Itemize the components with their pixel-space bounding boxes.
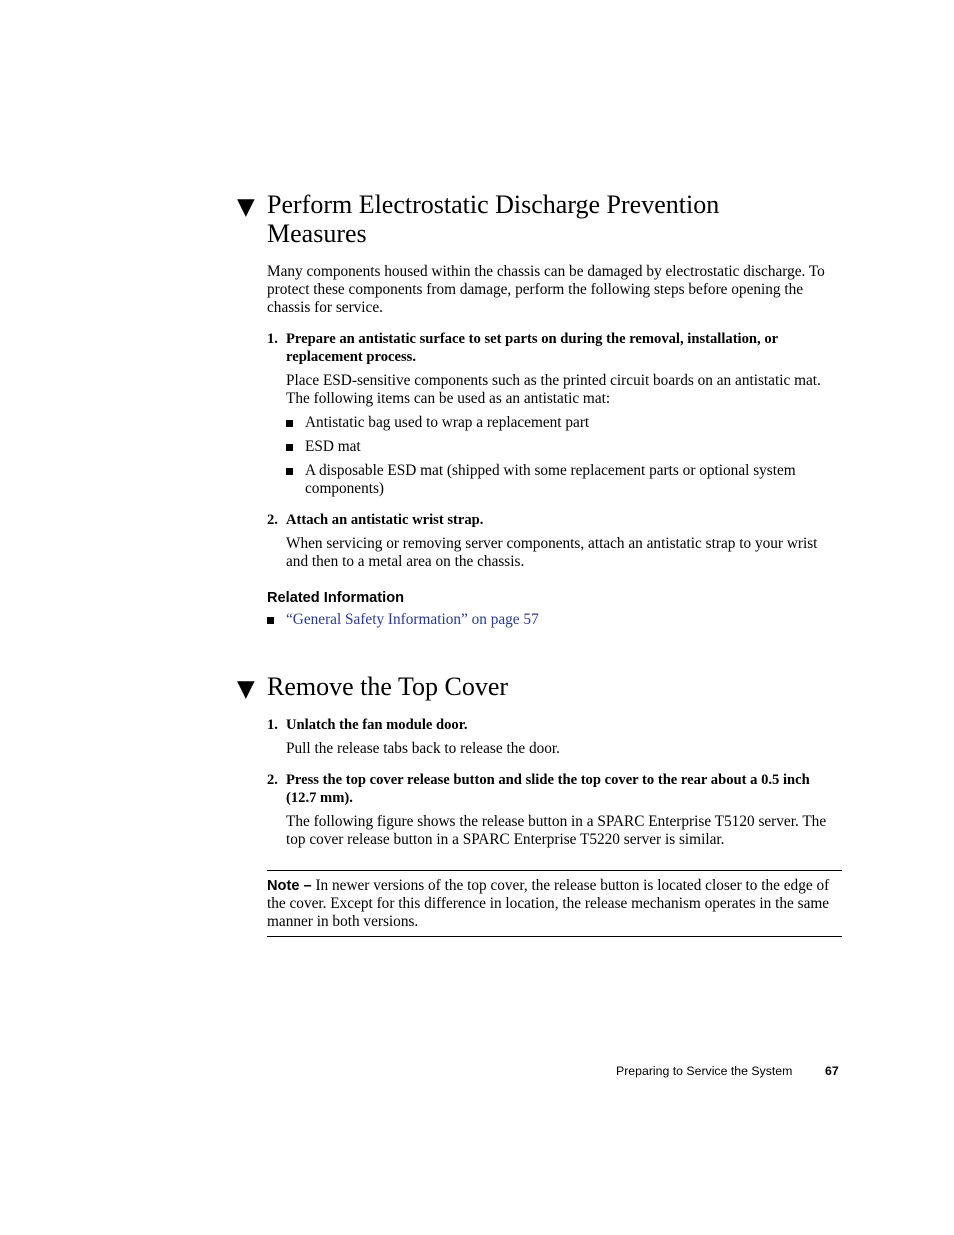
section-title: Remove the Top Cover: [267, 672, 509, 701]
bullet-square-icon: [267, 617, 274, 624]
footer-section-title: Preparing to Service the System: [616, 1064, 793, 1078]
related-link-item: [267, 611, 842, 629]
step-1-body: Place ESD-sensitive components such as the printed circuit boards on an antistatic mat. The following items can be used as an antistatic mat:: [286, 372, 821, 407]
page-number: 67: [825, 1064, 839, 1078]
step-1-title: [267, 716, 842, 734]
bullet-square-icon: [286, 468, 293, 475]
step-text: Prepare an antistatic surface to set parts on during the removal, installation, or replacement process.: [286, 331, 778, 365]
list-item: [286, 414, 842, 432]
list-item: [286, 438, 842, 456]
step-1-body: Pull the release tabs back to release the door.: [286, 740, 560, 757]
triangle-down-icon: ▼: [237, 194, 255, 220]
list-item-text: ESD mat: [305, 438, 361, 455]
note-bottom-rule: [267, 936, 842, 937]
step-number: 2.: [267, 512, 278, 528]
note-label: Note –: [267, 878, 312, 894]
note-top-rule: [267, 870, 842, 871]
step-text: Attach an antistatic wrist strap.: [286, 512, 484, 528]
step-2-body: The following figure shows the release button in a SPARC Enterprise T5120 server. The top cover release button in a SPARC Enterprise T5220 server is similar.: [286, 813, 827, 848]
note-text: In newer versions of the top cover, the release button is located closer to the edge of the cover. Except for this difference in location, the release mechanism operates in the same manner in both versions.: [267, 877, 830, 930]
related-information-heading: Related Information: [267, 590, 405, 606]
bullet-square-icon: [286, 420, 293, 427]
bullet-square-icon: [286, 444, 293, 451]
section-title-line2: Measures: [267, 219, 367, 248]
list-item-text: Antistatic bag used to wrap a replacement part: [305, 414, 590, 431]
step-number: 1.: [267, 717, 278, 733]
step-number: 2.: [267, 772, 278, 788]
list-item-text: A disposable ESD mat (shipped with some replacement parts or optional system components): [305, 462, 796, 497]
step-number: 1.: [267, 331, 278, 347]
list-item: [286, 462, 818, 498]
section-heading-esd: [237, 190, 837, 248]
general-safety-link[interactable]: “General Safety Information” on page 57: [286, 611, 539, 628]
triangle-down-icon: ▼: [237, 676, 255, 702]
step-2-title: [267, 511, 842, 529]
note-box: [267, 877, 842, 931]
section-title-line1: Perform Electrostatic Discharge Prevention: [267, 190, 720, 219]
step-text: Press the top cover release button and slide the top cover to the rear about a 0.5 inch (12.7 mm).: [286, 772, 810, 806]
step-2-body: When servicing or removing server components, attach an antistatic strap to your wrist and then to a metal area on the chassis.: [286, 535, 818, 570]
section-heading-remove-top-cover: [237, 672, 837, 701]
step-1-title: [267, 330, 842, 366]
step-text: Unlatch the fan module door.: [286, 717, 468, 733]
step-2-title: [267, 771, 842, 807]
intro-paragraph: Many components housed within the chassis can be damaged by electrostatic discharge. To protect these components from damage, perform the following steps before opening the chassis for service.: [267, 263, 825, 316]
